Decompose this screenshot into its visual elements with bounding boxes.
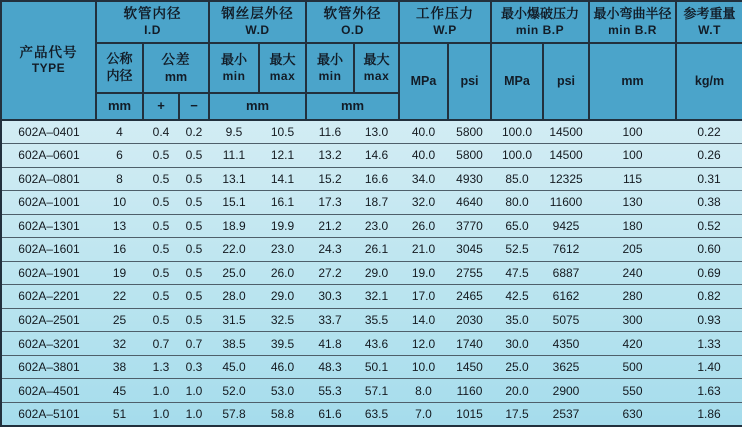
header-wd-min bbox=[209, 43, 259, 93]
header-nominal-id-line2: 内径 bbox=[106, 68, 133, 83]
value-cell: 2465 bbox=[448, 285, 491, 309]
product-code-cell: 602A–2201 bbox=[1, 285, 96, 309]
header-bp-mpa-label: MPa bbox=[504, 74, 530, 89]
value-cell: 47.5 bbox=[491, 261, 543, 285]
table-row bbox=[1, 379, 742, 403]
product-code-cell: 602A–4501 bbox=[1, 379, 96, 403]
value-cell: 13.1 bbox=[209, 167, 259, 191]
value-cell: 13.2 bbox=[306, 144, 354, 168]
value-cell: 40.0 bbox=[399, 144, 448, 168]
table-row bbox=[1, 285, 742, 309]
value-cell: 11600 bbox=[543, 191, 589, 215]
value-cell: 100.0 bbox=[491, 144, 543, 168]
value-cell: 0.5 bbox=[179, 144, 209, 168]
header-wp-mpa bbox=[399, 43, 448, 120]
value-cell: 2900 bbox=[543, 379, 589, 403]
value-cell: 17.0 bbox=[399, 285, 448, 309]
header-group-weight bbox=[676, 1, 742, 43]
value-cell: 205 bbox=[589, 238, 676, 262]
header-group-wire-diameter bbox=[209, 1, 306, 43]
value-cell: 300 bbox=[589, 308, 676, 332]
table-row bbox=[1, 120, 742, 144]
value-cell: 3625 bbox=[543, 355, 589, 379]
value-cell: 16.6 bbox=[354, 167, 399, 191]
table-row bbox=[1, 144, 742, 168]
header-nominal-id-line1: 公称 bbox=[106, 51, 133, 67]
value-cell: 4640 bbox=[448, 191, 491, 215]
header-wd-min-zh: 最小 bbox=[220, 51, 247, 67]
value-cell: 240 bbox=[589, 261, 676, 285]
header-wd-max bbox=[259, 43, 306, 93]
value-cell: 7612 bbox=[543, 238, 589, 262]
value-cell: 38 bbox=[96, 355, 143, 379]
value-cell: 0.26 bbox=[676, 144, 742, 168]
value-cell: 0.31 bbox=[676, 167, 742, 191]
header-group-wd-en: W.D bbox=[245, 22, 270, 37]
value-cell: 1.33 bbox=[676, 332, 742, 356]
value-cell: 29.0 bbox=[354, 261, 399, 285]
header-tolerance bbox=[143, 43, 209, 93]
value-cell: 100 bbox=[589, 120, 676, 144]
table-row bbox=[1, 332, 742, 356]
table-body bbox=[1, 120, 742, 426]
value-cell: 25.0 bbox=[491, 355, 543, 379]
value-cell: 57.8 bbox=[209, 402, 259, 426]
value-cell: 52.5 bbox=[491, 238, 543, 262]
value-cell: 1.63 bbox=[676, 379, 742, 403]
value-cell: 0.60 bbox=[676, 238, 742, 262]
value-cell: 1.0 bbox=[143, 402, 179, 426]
value-cell: 57.1 bbox=[354, 379, 399, 403]
value-cell: 30.0 bbox=[491, 332, 543, 356]
value-cell: 45 bbox=[96, 379, 143, 403]
product-code-cell: 602A–2501 bbox=[1, 308, 96, 332]
value-cell: 1.40 bbox=[676, 355, 742, 379]
value-cell: 19.0 bbox=[399, 261, 448, 285]
value-cell: 0.5 bbox=[143, 308, 179, 332]
product-code-cell: 602A–3201 bbox=[1, 332, 96, 356]
value-cell: 12325 bbox=[543, 167, 589, 191]
value-cell: 0.5 bbox=[179, 285, 209, 309]
value-cell: 1.0 bbox=[179, 402, 209, 426]
header-group-wt-en: W.T bbox=[698, 22, 721, 37]
header-tolerance-plus: + bbox=[143, 93, 179, 120]
header-bp-psi-label: psi bbox=[556, 74, 576, 89]
table-row bbox=[1, 261, 742, 285]
product-code-cell: 602A–0801 bbox=[1, 167, 96, 191]
value-cell: 8.0 bbox=[399, 379, 448, 403]
value-cell: 0.5 bbox=[179, 308, 209, 332]
value-cell: 15.2 bbox=[306, 167, 354, 191]
value-cell: 11.1 bbox=[209, 144, 259, 168]
value-cell: 0.5 bbox=[143, 214, 179, 238]
value-cell: 4930 bbox=[448, 167, 491, 191]
header-wp-mpa-label: MPa bbox=[410, 74, 437, 89]
value-cell: 42.5 bbox=[491, 285, 543, 309]
value-cell: 3770 bbox=[448, 214, 491, 238]
value-cell: 1.3 bbox=[143, 355, 179, 379]
value-cell: 10.0 bbox=[399, 355, 448, 379]
value-cell: 35.5 bbox=[354, 308, 399, 332]
header-group-wt-zh: 参考重量 bbox=[683, 5, 736, 21]
value-cell: 0.3 bbox=[179, 355, 209, 379]
value-cell: 6887 bbox=[543, 261, 589, 285]
table-row bbox=[1, 355, 742, 379]
value-cell: 1015 bbox=[448, 402, 491, 426]
header-tolerance-minus: − bbox=[179, 93, 209, 120]
value-cell: 115 bbox=[589, 167, 676, 191]
value-cell: 3045 bbox=[448, 238, 491, 262]
product-code-cell: 602A–1001 bbox=[1, 191, 96, 215]
header-group-wp-en: W.P bbox=[433, 22, 457, 37]
value-cell: 29.0 bbox=[259, 285, 306, 309]
value-cell: 0.5 bbox=[179, 167, 209, 191]
table-row bbox=[1, 308, 742, 332]
value-cell: 18.9 bbox=[209, 214, 259, 238]
header-group-br-zh: 最小弯曲半径 bbox=[593, 5, 672, 21]
value-cell: 21.2 bbox=[306, 214, 354, 238]
value-cell: 7.0 bbox=[399, 402, 448, 426]
value-cell: 6162 bbox=[543, 285, 589, 309]
value-cell: 9425 bbox=[543, 214, 589, 238]
header-wt-kgm-label: kg/m bbox=[694, 74, 725, 89]
header-group-wd-zh: 钢丝层外径 bbox=[221, 6, 294, 22]
value-cell: 0.69 bbox=[676, 261, 742, 285]
value-cell: 25.0 bbox=[209, 261, 259, 285]
header-group-outer-diameter bbox=[306, 1, 399, 43]
header-wd-max-zh: 最大 bbox=[269, 51, 296, 67]
value-cell: 22.0 bbox=[209, 238, 259, 262]
value-cell: 12.1 bbox=[259, 144, 306, 168]
header-group-inner-diameter bbox=[96, 1, 209, 43]
value-cell: 33.7 bbox=[306, 308, 354, 332]
header-group-burst-pressure bbox=[491, 1, 589, 43]
header-bp-mpa bbox=[491, 43, 543, 120]
value-cell: 48.3 bbox=[306, 355, 354, 379]
header-group-working-pressure bbox=[399, 1, 491, 43]
value-cell: 19 bbox=[96, 261, 143, 285]
value-cell: 1.86 bbox=[676, 402, 742, 426]
value-cell: 65.0 bbox=[491, 214, 543, 238]
header-tolerance-zh: 公差 bbox=[161, 52, 191, 68]
value-cell: 15.1 bbox=[209, 191, 259, 215]
value-cell: 280 bbox=[589, 285, 676, 309]
value-cell: 13.0 bbox=[354, 120, 399, 144]
value-cell: 31.5 bbox=[209, 308, 259, 332]
value-cell: 500 bbox=[589, 355, 676, 379]
table-row bbox=[1, 214, 742, 238]
value-cell: 14500 bbox=[543, 120, 589, 144]
value-cell: 14.0 bbox=[399, 308, 448, 332]
value-cell: 16.1 bbox=[259, 191, 306, 215]
header-od-min-en: min bbox=[318, 68, 342, 83]
value-cell: 41.8 bbox=[306, 332, 354, 356]
header-group-bend-radius bbox=[589, 1, 676, 43]
value-cell: 0.4 bbox=[143, 120, 179, 144]
header-wt-kgm bbox=[676, 43, 742, 120]
value-cell: 18.7 bbox=[354, 191, 399, 215]
value-cell: 26.1 bbox=[354, 238, 399, 262]
value-cell: 35.0 bbox=[491, 308, 543, 332]
header-od-max bbox=[354, 43, 399, 93]
header-br-mm-label: mm bbox=[621, 74, 644, 89]
header-wd-max-en: max bbox=[269, 68, 296, 83]
value-cell: 32.0 bbox=[399, 191, 448, 215]
value-cell: 2755 bbox=[448, 261, 491, 285]
value-cell: 0.5 bbox=[143, 285, 179, 309]
value-cell: 0.38 bbox=[676, 191, 742, 215]
value-cell: 22 bbox=[96, 285, 143, 309]
value-cell: 0.5 bbox=[143, 191, 179, 215]
value-cell: 23.0 bbox=[354, 214, 399, 238]
value-cell: 4350 bbox=[543, 332, 589, 356]
header-group-bp-zh: 最小爆破压力 bbox=[501, 5, 580, 21]
value-cell: 2030 bbox=[448, 308, 491, 332]
value-cell: 61.6 bbox=[306, 402, 354, 426]
header-group-od-zh: 软管外径 bbox=[323, 6, 382, 22]
value-cell: 10.5 bbox=[259, 120, 306, 144]
header-wd-unit: mm bbox=[209, 93, 306, 120]
value-cell: 130 bbox=[589, 191, 676, 215]
value-cell: 8 bbox=[96, 167, 143, 191]
value-cell: 1450 bbox=[448, 355, 491, 379]
header-br-mm bbox=[589, 43, 676, 120]
table-row bbox=[1, 191, 742, 215]
header-product-type-zh: 产品代号 bbox=[19, 44, 78, 60]
product-code-cell: 602A–0601 bbox=[1, 144, 96, 168]
value-cell: 21.0 bbox=[399, 238, 448, 262]
header-bp-psi bbox=[543, 43, 589, 120]
value-cell: 100 bbox=[589, 144, 676, 168]
value-cell: 0.22 bbox=[676, 120, 742, 144]
value-cell: 0.5 bbox=[143, 238, 179, 262]
value-cell: 1160 bbox=[448, 379, 491, 403]
value-cell: 10 bbox=[96, 191, 143, 215]
value-cell: 58.8 bbox=[259, 402, 306, 426]
value-cell: 5800 bbox=[448, 144, 491, 168]
value-cell: 550 bbox=[589, 379, 676, 403]
value-cell: 51 bbox=[96, 402, 143, 426]
value-cell: 24.3 bbox=[306, 238, 354, 262]
header-group-wp-zh: 工作压力 bbox=[416, 6, 474, 22]
value-cell: 30.3 bbox=[306, 285, 354, 309]
header-product-type-en: TYPE bbox=[31, 61, 66, 76]
header-product-type bbox=[1, 1, 96, 120]
value-cell: 50.1 bbox=[354, 355, 399, 379]
value-cell: 0.82 bbox=[676, 285, 742, 309]
value-cell: 45.0 bbox=[209, 355, 259, 379]
value-cell: 1.0 bbox=[143, 379, 179, 403]
value-cell: 39.5 bbox=[259, 332, 306, 356]
value-cell: 0.5 bbox=[179, 191, 209, 215]
product-code-cell: 602A–1901 bbox=[1, 261, 96, 285]
value-cell: 0.5 bbox=[143, 167, 179, 191]
value-cell: 52.0 bbox=[209, 379, 259, 403]
value-cell: 23.0 bbox=[259, 238, 306, 262]
value-cell: 14500 bbox=[543, 144, 589, 168]
value-cell: 100.0 bbox=[491, 120, 543, 144]
header-od-max-en: max bbox=[363, 68, 390, 83]
value-cell: 1740 bbox=[448, 332, 491, 356]
value-cell: 1.0 bbox=[179, 379, 209, 403]
value-cell: 0.5 bbox=[179, 214, 209, 238]
header-group-id-en: I.D bbox=[144, 22, 161, 37]
header-group-br-en: min B.R bbox=[608, 22, 657, 37]
table-row bbox=[1, 238, 742, 262]
value-cell: 4 bbox=[96, 120, 143, 144]
header-nominal-id bbox=[96, 43, 143, 93]
value-cell: 55.3 bbox=[306, 379, 354, 403]
table-header bbox=[1, 1, 742, 120]
value-cell: 0.5 bbox=[143, 261, 179, 285]
header-nominal-id-unit: mm bbox=[96, 93, 143, 120]
value-cell: 12.0 bbox=[399, 332, 448, 356]
header-od-unit: mm bbox=[306, 93, 399, 120]
value-cell: 63.5 bbox=[354, 402, 399, 426]
header-od-min bbox=[306, 43, 354, 93]
value-cell: 0.5 bbox=[143, 144, 179, 168]
value-cell: 0.7 bbox=[179, 332, 209, 356]
value-cell: 0.93 bbox=[676, 308, 742, 332]
value-cell: 34.0 bbox=[399, 167, 448, 191]
value-cell: 40.0 bbox=[399, 120, 448, 144]
header-tolerance-unit: mm bbox=[164, 69, 188, 84]
header-group-bp-en: min B.P bbox=[515, 22, 565, 37]
product-code-cell: 602A–5101 bbox=[1, 402, 96, 426]
header-wp-psi bbox=[448, 43, 491, 120]
value-cell: 46.0 bbox=[259, 355, 306, 379]
value-cell: 20.0 bbox=[491, 379, 543, 403]
table-row bbox=[1, 167, 742, 191]
value-cell: 32.5 bbox=[259, 308, 306, 332]
value-cell: 32.1 bbox=[354, 285, 399, 309]
header-group-od-en: O.D bbox=[341, 22, 364, 37]
value-cell: 53.0 bbox=[259, 379, 306, 403]
value-cell: 43.6 bbox=[354, 332, 399, 356]
value-cell: 32 bbox=[96, 332, 143, 356]
value-cell: 16 bbox=[96, 238, 143, 262]
table-row bbox=[1, 402, 742, 426]
header-group-id-zh: 软管内径 bbox=[123, 6, 182, 22]
value-cell: 0.7 bbox=[143, 332, 179, 356]
product-code-cell: 602A–0401 bbox=[1, 120, 96, 144]
value-cell: 28.0 bbox=[209, 285, 259, 309]
value-cell: 5800 bbox=[448, 120, 491, 144]
value-cell: 25 bbox=[96, 308, 143, 332]
value-cell: 630 bbox=[589, 402, 676, 426]
value-cell: 19.9 bbox=[259, 214, 306, 238]
value-cell: 2537 bbox=[543, 402, 589, 426]
header-wp-psi-label: psi bbox=[460, 74, 479, 89]
header-od-max-zh: 最大 bbox=[363, 51, 390, 67]
value-cell: 0.2 bbox=[179, 120, 209, 144]
product-code-cell: 602A–1301 bbox=[1, 214, 96, 238]
value-cell: 27.2 bbox=[306, 261, 354, 285]
product-code-cell: 602A–1601 bbox=[1, 238, 96, 262]
product-code-cell: 602A–3801 bbox=[1, 355, 96, 379]
header-wd-min-en: min bbox=[222, 68, 246, 83]
value-cell: 9.5 bbox=[209, 120, 259, 144]
value-cell: 180 bbox=[589, 214, 676, 238]
header-od-min-zh: 最小 bbox=[316, 51, 343, 67]
value-cell: 6 bbox=[96, 144, 143, 168]
value-cell: 17.5 bbox=[491, 402, 543, 426]
value-cell: 0.5 bbox=[179, 261, 209, 285]
value-cell: 14.1 bbox=[259, 167, 306, 191]
value-cell: 38.5 bbox=[209, 332, 259, 356]
value-cell: 5075 bbox=[543, 308, 589, 332]
value-cell: 13 bbox=[96, 214, 143, 238]
value-cell: 26.0 bbox=[399, 214, 448, 238]
value-cell: 11.6 bbox=[306, 120, 354, 144]
value-cell: 17.3 bbox=[306, 191, 354, 215]
value-cell: 420 bbox=[589, 332, 676, 356]
value-cell: 85.0 bbox=[491, 167, 543, 191]
value-cell: 80.0 bbox=[491, 191, 543, 215]
value-cell: 26.0 bbox=[259, 261, 306, 285]
value-cell: 14.6 bbox=[354, 144, 399, 168]
value-cell: 0.52 bbox=[676, 214, 742, 238]
value-cell: 0.5 bbox=[179, 238, 209, 262]
